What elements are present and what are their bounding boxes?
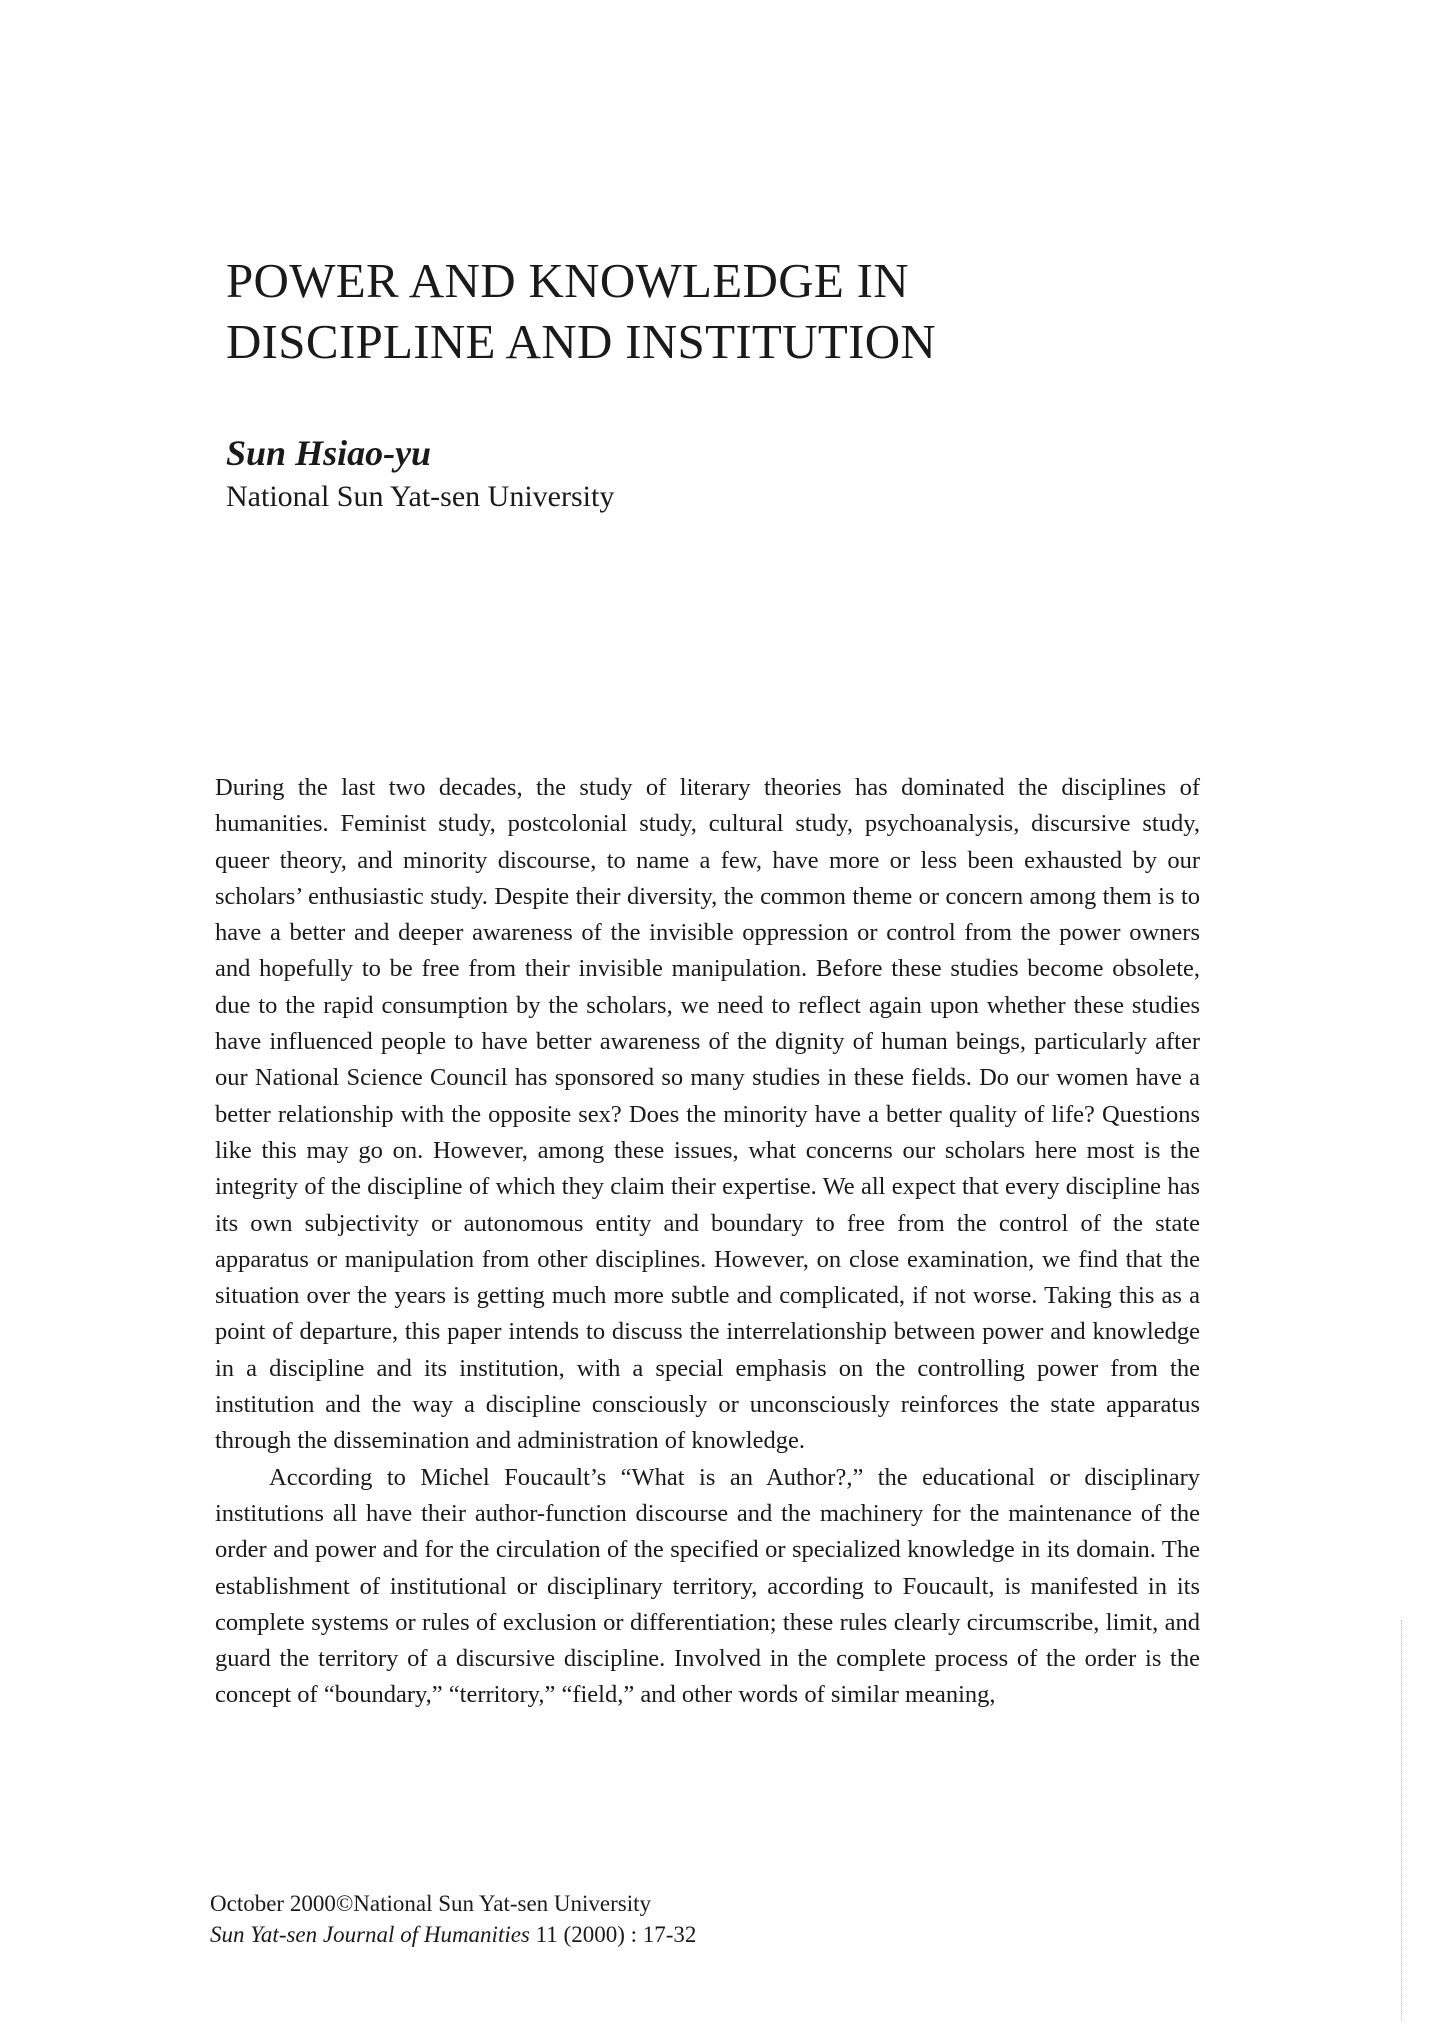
title-line-1: POWER AND KNOWLEDGE IN <box>226 253 909 308</box>
paper-title <box>226 250 1226 372</box>
author-affiliation: National Sun Yat-sen University <box>226 480 615 513</box>
scan-edge-mark <box>1401 1620 1403 2020</box>
footer-citation <box>210 1919 696 1950</box>
footer <box>210 1888 696 1950</box>
body-text <box>215 770 1200 1714</box>
journal-reference: 11 (2000) : 17-32 <box>529 1922 697 1947</box>
paragraph-1: During the last two decades, the study of literary theories has dominated the disciplines of humanities. Feminist study, postcolonial study, cultural study, psychoanalysis, discursive study, queer theory, and minority discourse, to name a few, have more or less been exhausted by our scholars’ enthusiastic study. Despite their diversity, the common theme or concern among them is to have a better and deeper awareness of the invisible oppression or control from the power owners and hopefully to be free from their invisible manipulation. Before these studies become obsolete, due to the rapid consumption by the scholars, we need to reflect again upon whether these studies have influenced people to have better awareness of the dignity of human beings, particularly after our National Science Council has sponsored so many studies in these fields. Do our women have a better relationship with the opposite sex? Does the minority have a better quality of life? Questions like this may go on. However, among these issues, what concerns our scholars here most is the integrity of the discipline of which they claim their expertise. We all expect that every discipline has its own subjectivity or autonomous entity and boundary to free from the control of the state apparatus or manipulation from other disciplines. However, on close examination, we find that the situation over the years is getting much more subtle and complicated, if not worse. Taking this as a point of departure, this paper intends to discuss the interrelationship between power and knowledge in a discipline and its institution, with a special emphasis on the controlling power from the institution and the way a discipline consciously or unconsciously reinforces the state apparatus through the dissemination and administration of knowledge. <box>215 774 1200 1455</box>
footer-copyright: October 2000©National Sun Yat-sen University <box>210 1891 652 1916</box>
journal-title: Sun Yat-sen Journal of Humanities <box>210 1922 530 1947</box>
author-name: Sun Hsiao-yu <box>226 433 432 473</box>
title-line-2: DISCIPLINE AND INSTITUTION <box>226 314 937 369</box>
paragraph-2: According to Michel Foucault’s “What is an Author?,” the educational or disciplinary institutions all have their author-function discourse and the machinery for the maintenance of the order and power and for the circulation of the specified or specialized knowledge in its domain. The establishment of institutional or disciplinary territory, according to Foucault, is manifested in its complete systems or rules of exclusion or differentiation; these rules clearly circumscribe, limit, and guard the territory of a discursive discipline. Involved in the complete process of the order is the concept of “boundary,” “territory,” “field,” and other words of similar meaning, <box>215 1463 1200 1709</box>
